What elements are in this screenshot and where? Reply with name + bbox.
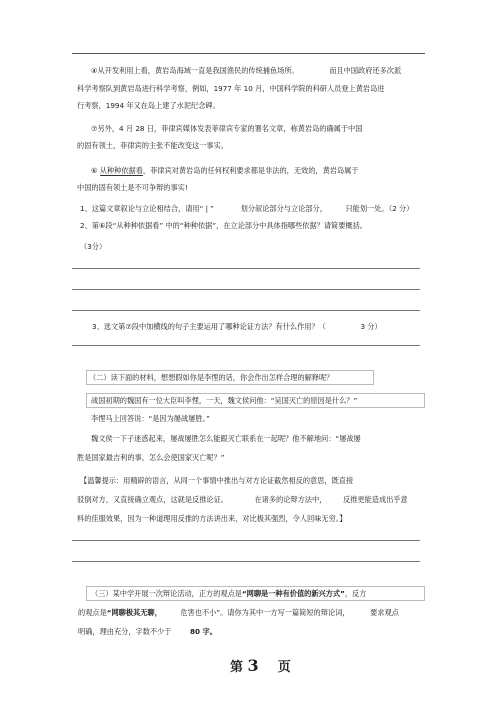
text: 料的佳服效果，因为一种道理用反推的方法讲出来，对比极其强烈，令人回味无穷。】 bbox=[77, 514, 347, 523]
text: 1、这篇文章叙论与立论相结合，请用 bbox=[80, 204, 200, 213]
text: 战国初期的魏国有一位大臣叫李悝，一天，魏文侯问他： bbox=[91, 396, 271, 405]
text: ，反方 bbox=[344, 589, 367, 598]
paragraph-4-line-1 bbox=[91, 66, 401, 76]
hint-line-1 bbox=[80, 476, 353, 486]
top-rule bbox=[72, 53, 425, 54]
text: 第 bbox=[230, 660, 244, 675]
section-3-line-2 bbox=[78, 608, 399, 618]
section-2-title bbox=[89, 373, 333, 383]
text: 明确，理由充分，字数不少于 bbox=[78, 627, 172, 636]
text: “从种种依据看” bbox=[112, 221, 164, 230]
text: 1977 年 10 月 bbox=[213, 84, 263, 93]
text: 魏文侯一下子迷惑起来，屡战屡胜怎么能跟灭亡联系在一起呢？他不解地问： bbox=[91, 434, 336, 443]
text: （三）某中学开展一次辩论活动，正方的观点是 bbox=[91, 589, 242, 598]
text: 危害也不小” bbox=[180, 608, 221, 617]
text: 李悝马上回答说： bbox=[91, 414, 149, 423]
text: 而且中国政府还多次派 bbox=[329, 66, 402, 75]
answer-line bbox=[72, 289, 420, 290]
text: ，菲律宾对黄岩岛的任何权利要求都是非法的，无效的，黄岩岛属于 bbox=[142, 166, 359, 175]
text: 的观点是 bbox=[78, 608, 107, 617]
paragraph-6-line-1 bbox=[91, 166, 359, 176]
text: ，在立论部分中具体指哪些依据？请简要概括。 bbox=[216, 221, 367, 230]
text: “吴国灭亡的原因是什么？” bbox=[270, 396, 358, 405]
text: （二）读下面的材料，想想假如你是李悝的话，你会作出怎样合理的解释呢？ bbox=[89, 373, 334, 382]
text: “ | ” bbox=[199, 204, 215, 213]
page-footer bbox=[230, 655, 291, 677]
text: 3、选文第⑦段中加横线的句子主要运用了哪种论证方法？有什么作用？（ bbox=[92, 322, 326, 331]
text: “屡战屡 bbox=[335, 434, 361, 443]
question-3 bbox=[92, 322, 382, 332]
text: ④从开发利用上看，黄岩岛海域一直是我国渔民的传统捕鱼场所。 bbox=[91, 66, 299, 75]
text: 中的 bbox=[163, 221, 180, 230]
text: 页 bbox=[277, 660, 291, 675]
text: 4 月 28 日 bbox=[119, 124, 154, 133]
text: 80 字。 bbox=[190, 627, 217, 636]
text: 2、第⑥段 bbox=[80, 221, 113, 230]
text: 【温馨提示：用精辟的语言，从同一个事情中推出与对方论证截然相反的意思，既直接 bbox=[80, 476, 354, 485]
text: ，菲律宾媒体发表菲律宾专家的署名文章，称黄岩岛的确属于中国 bbox=[153, 124, 363, 133]
material-line-1 bbox=[91, 396, 357, 406]
text: 科学考察队到黄岩岛进行科学考察，例如， bbox=[77, 84, 214, 93]
paragraph-6-line-2 bbox=[77, 183, 188, 193]
text: ⑦另外， bbox=[91, 124, 120, 133]
material-line-2 bbox=[91, 414, 210, 424]
text: “是因为屡战屡胜。” bbox=[148, 414, 210, 423]
text: 驳倒对方，又直接确立观点，这就是反推论证。 bbox=[77, 495, 228, 504]
text: “种种依据” bbox=[179, 221, 217, 230]
section-3-line-1 bbox=[91, 589, 366, 599]
answer-line bbox=[72, 345, 420, 346]
hint-line-3 bbox=[77, 514, 347, 524]
answer-line bbox=[72, 540, 420, 541]
material-line-3 bbox=[91, 434, 361, 444]
paragraph-5-line-2 bbox=[77, 141, 228, 151]
text: 。请你为其中一方写一篇简短的辩论词， bbox=[220, 608, 350, 617]
text: 3 分） bbox=[360, 322, 382, 331]
text: “网聊极其无聊， bbox=[106, 608, 162, 617]
text: 2 分） bbox=[392, 204, 414, 213]
section-3-line-3 bbox=[78, 627, 217, 637]
question-2 bbox=[80, 221, 367, 231]
answer-line bbox=[72, 310, 420, 311]
text: “网聊是一种有价值的新兴方式” bbox=[241, 589, 345, 598]
text: 中国的固有领土是不可争辩的事实! bbox=[77, 183, 188, 192]
text: 划分叙论部分与立论部分， bbox=[240, 204, 327, 213]
question-1 bbox=[80, 204, 413, 214]
text: 只能划一处。（ bbox=[345, 204, 393, 213]
material-line-4 bbox=[77, 453, 224, 463]
text: 在诸多的论辩方法中， bbox=[254, 495, 327, 504]
page-number: 3 bbox=[247, 656, 259, 675]
text: （3分） bbox=[80, 242, 107, 251]
text: ，中国科学院的科研人员登上黄岩岛进 bbox=[262, 84, 385, 93]
paragraph-5-line-1 bbox=[91, 124, 362, 134]
question-2-score bbox=[80, 242, 106, 252]
text: 胜是国家最吉利的事，怎么会使国家灭亡呢？” bbox=[77, 453, 225, 462]
text: ⑥ bbox=[91, 166, 98, 175]
answer-line bbox=[72, 561, 420, 562]
underlined-phrase: 从种种依据看 bbox=[99, 166, 143, 175]
paragraph-4-line-2 bbox=[77, 84, 384, 94]
answer-line bbox=[72, 268, 420, 269]
text: 1994 年又在岛上建了水泥纪念碑。 bbox=[105, 101, 220, 110]
text: 行考察， bbox=[77, 101, 106, 110]
text: 要求观点 bbox=[370, 608, 399, 617]
hint-line-2 bbox=[77, 495, 408, 505]
paragraph-4-line-3 bbox=[77, 101, 220, 111]
text: 反推更能造成出乎意 bbox=[343, 495, 408, 504]
text: 的固有领土，菲律宾的主张不能改变这一事实。 bbox=[77, 141, 228, 150]
